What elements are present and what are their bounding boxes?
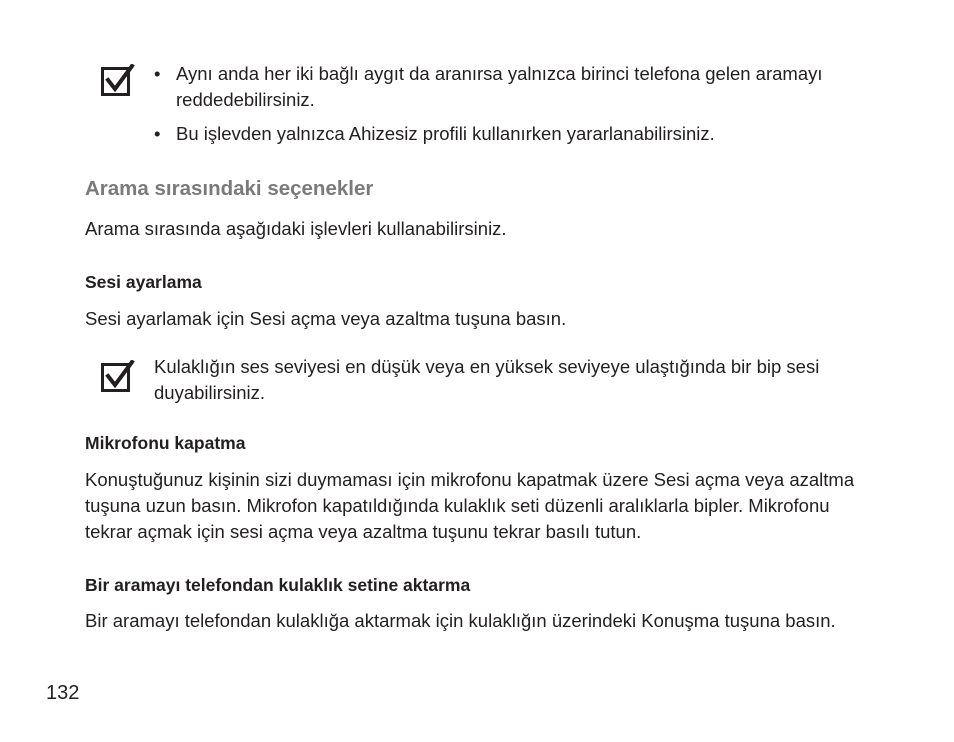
page-number: 132: [46, 682, 80, 704]
note-bullet-list: [152, 61, 852, 147]
note-bullet-text: Aynı anda her iki bağlı aygıt da aranırsa yalnızca birinci telefona gelen aramayı reddedebilirsiniz.: [176, 63, 823, 110]
mute-body: Konuştuğunuz kişinin sizi duymaması için mikrofonu kapatmak üzere Sesi açma veya azaltma tuşuna uzun basın. Mikrofon kapatıldığında kulaklık seti düzenli aralıklarla bipler. Mikrofonu tekrar açmak için sesi açma veya azaltma tuşunu tekrar basılı tutun.: [85, 469, 855, 542]
section-title: Arama sırasındaki seçenekler: [85, 177, 374, 200]
volume-body: Sesi ayarlamak için Sesi açma veya azaltma tuşuna basın.: [85, 308, 567, 329]
bullet-dot: •: [154, 123, 161, 144]
note-bullet-item: [152, 61, 852, 113]
note-check-icon: [101, 64, 135, 96]
volume-heading: Sesi ayarlama: [85, 272, 202, 292]
note2-text: Kulaklığın ses seviyesi en düşük veya en yüksek seviyeye ulaştığında bir bip sesi duyabilirsiniz.: [154, 356, 820, 403]
bullet-dot: •: [154, 63, 161, 84]
transfer-body: Bir aramayı telefondan kulaklığa aktarmak için kulaklığın üzerindeki Konuşma tuşuna basın.: [85, 610, 836, 631]
note-bullet-item: [152, 121, 852, 147]
note-check-icon: [101, 360, 135, 392]
mute-heading: Mikrofonu kapatma: [85, 433, 246, 453]
transfer-heading: Bir aramayı telefondan kulaklık setine aktarma: [85, 575, 471, 595]
note-bullet-text: Bu işlevden yalnızca Ahizesiz profili kullanırken yararlanabilirsiniz.: [176, 123, 715, 144]
section-intro: Arama sırasında aşağıdaki işlevleri kullanabilirsiniz.: [85, 218, 507, 239]
